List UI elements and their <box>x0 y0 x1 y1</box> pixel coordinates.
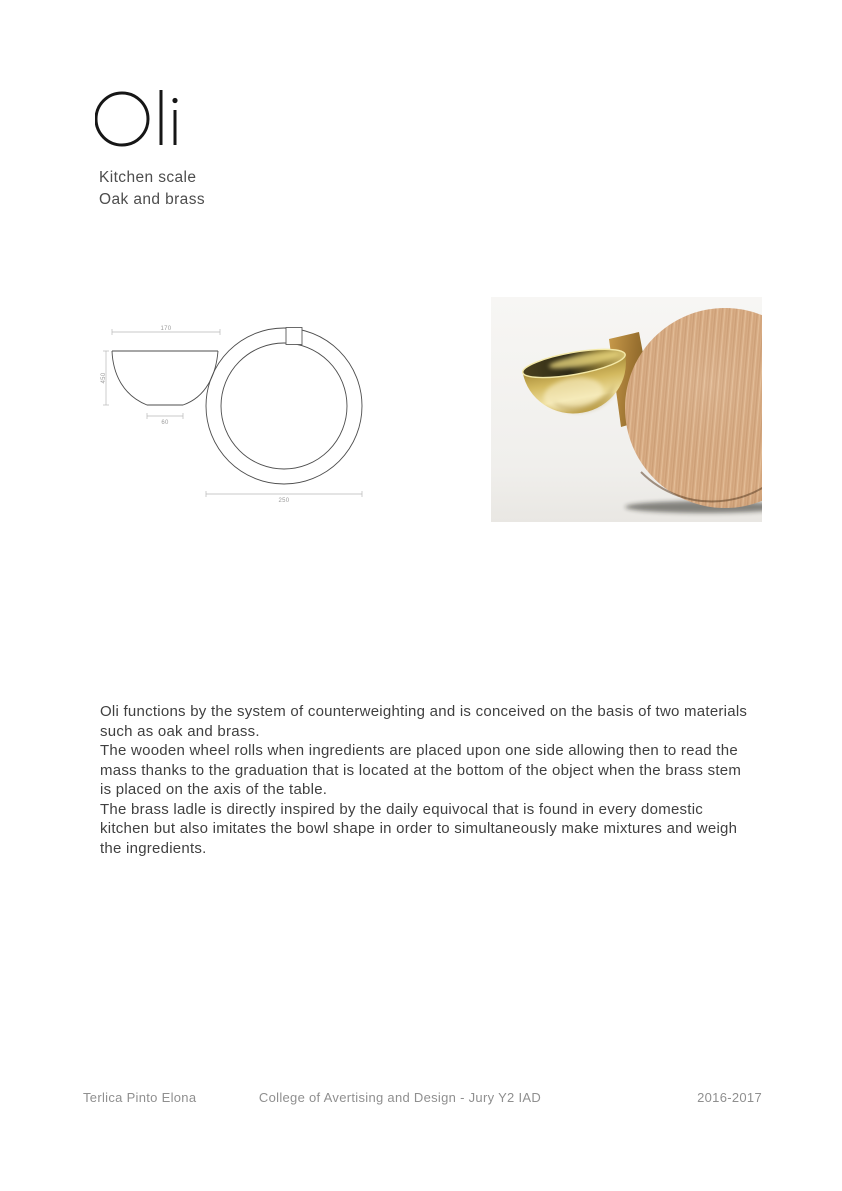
description-paragraph-3: The brass ladle is directly inspired by the daily equivocal that is found in every domestic kitchen but also imitates the bowl shape in order to simultaneously make mixtures and weigh the ingredients. <box>100 800 738 857</box>
technical-drawing-svg <box>100 323 372 511</box>
footer-years: 2016-2017 <box>697 1090 762 1105</box>
product-photo <box>491 297 762 522</box>
product-description <box>100 702 755 858</box>
wheel-stem-notch <box>286 328 302 345</box>
dimension-bowl-base <box>147 413 183 419</box>
footer-author: Terlica Pinto Elona <box>83 1090 197 1105</box>
description-paragraph-2: The wooden wheel rolls when ingredients are placed upon one side allowing then to read the mass thanks to the graduation that is located at the bottom of the object when the brass stem is placed on the axis of the table. <box>100 742 742 798</box>
dimension-label-250: 250 <box>278 498 290 504</box>
dimension-label-170: 170 <box>160 326 172 332</box>
footer-institution: College of Avertising and Design - Jury Y2 IAD <box>258 1090 542 1105</box>
product-subtitle <box>99 167 205 211</box>
technical-drawing <box>100 323 372 511</box>
dimension-label-60: 60 <box>161 420 169 426</box>
wheel-drawing <box>206 328 362 484</box>
subtitle-line-1: Kitchen scale <box>99 169 197 186</box>
bowl-profile <box>112 351 218 405</box>
subtitle-line-2: Oak and brass <box>99 191 206 208</box>
dimension-label-height: 450 <box>101 372 107 384</box>
logo-oli <box>95 86 190 150</box>
page-footer <box>0 1090 842 1110</box>
product-photo-illustration <box>491 297 762 522</box>
logo-oli-glyphs <box>95 86 190 150</box>
description-paragraph-1: Oli functions by the system of counterweighting and is conceived on the basis of two materials such as oak and brass. <box>100 703 748 740</box>
dimension-wheel <box>206 491 362 497</box>
